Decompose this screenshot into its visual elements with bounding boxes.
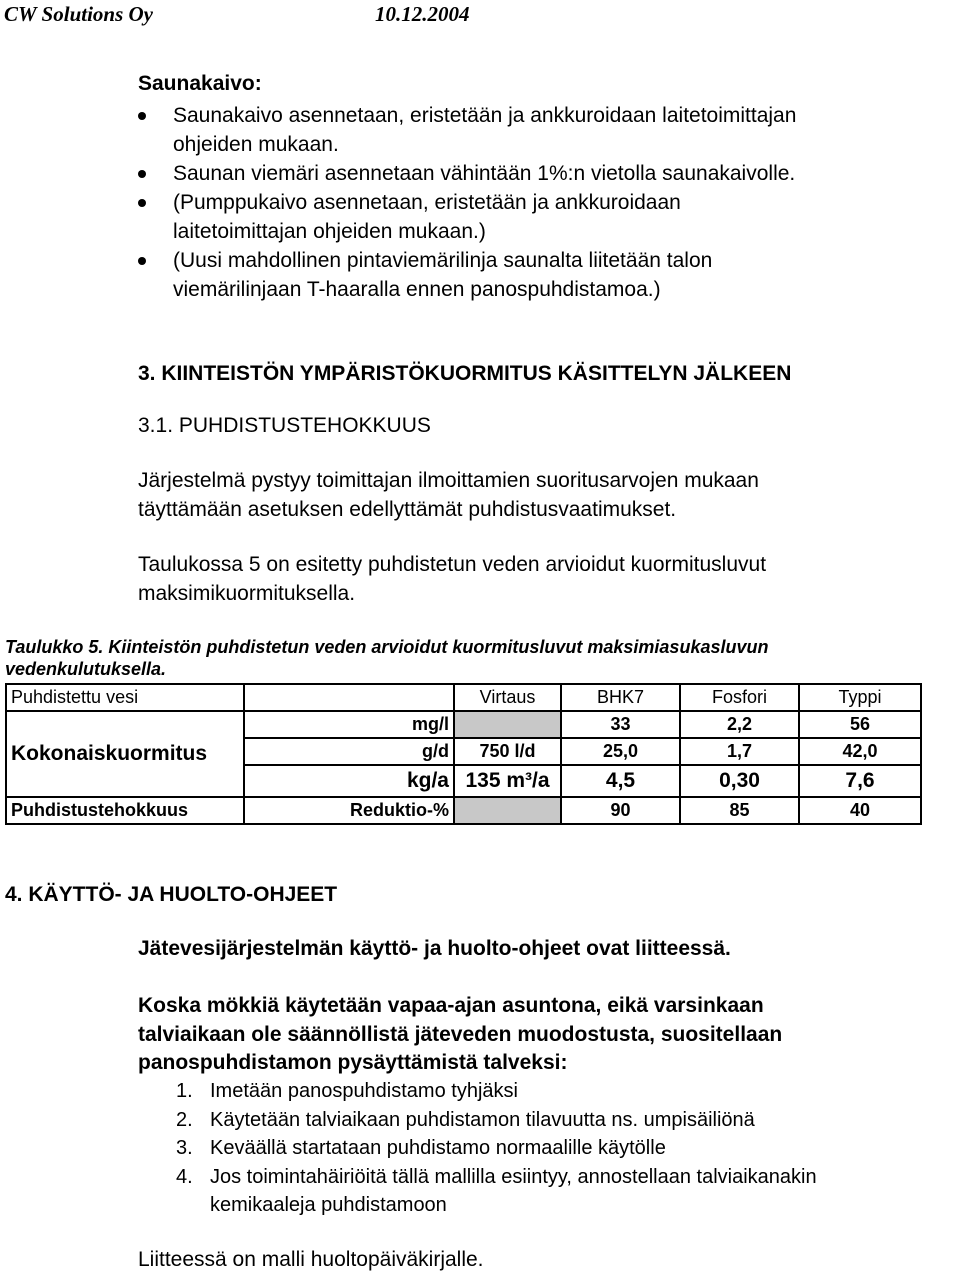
section-3-title: 3. KIINTEISTÖN YMPÄRISTÖKUORMITUS KÄSITTELYN JÄLKEEN xyxy=(138,362,792,385)
bold-note-1: Jätevesijärjestelmän käyttö- ja huolto-ohjeet ovat liitteessä. xyxy=(138,937,731,960)
unit-cell: Reduktio-% xyxy=(244,797,454,824)
nitrogen-cell: 42,0 xyxy=(799,738,921,765)
bullet-icon xyxy=(138,170,146,178)
nitrogen-cell: 56 xyxy=(799,711,921,738)
appendix-note: Liitteessä on malli huoltopäiväkirjalle. xyxy=(138,1248,484,1271)
unit-cell: kg/a xyxy=(244,765,454,797)
saunakaivo-title: Saunakaivo: xyxy=(138,72,262,95)
unit-cell: mg/l xyxy=(244,711,454,738)
list-item: 4. Jos toimintahäiriöitä tällä mallilla esiintyy, annostellaan talviaikanakin kemikaaleja puhdistamoon xyxy=(176,1165,817,1216)
list-item: 3. Keväällä startataan puhdistamo normaalille käytölle xyxy=(176,1137,666,1159)
company-name: CW Solutions Oy xyxy=(4,2,153,26)
phosphorus-cell: 0,30 xyxy=(680,765,799,797)
bullet-icon xyxy=(138,257,146,265)
bhk-cell: 4,5 xyxy=(561,765,680,797)
section-3-1-title: 3.1. PUHDISTUSTEHOKKUUS xyxy=(138,414,431,437)
flow-cell xyxy=(454,711,561,738)
list-item: Saunan viemäri asennetaan vähintään 1%:n vietolla saunakaivolle. xyxy=(100,159,920,188)
phosphorus-cell: 85 xyxy=(680,797,799,824)
phosphorus-cell: 1,7 xyxy=(680,738,799,765)
paragraph-2: Taulukossa 5 on esitetty puhdistetun veden arvioidut kuormitusluvut maksimikuormituksella. xyxy=(138,553,767,605)
table-row xyxy=(6,711,921,738)
page-header xyxy=(4,2,470,27)
kokonais-label: Kokonaiskuormitus xyxy=(6,711,244,797)
bhk-cell: 25,0 xyxy=(561,738,680,765)
list-item: (Pumppukaivo asennetaan, eristetään ja ankkuroidaan laitetoimittajan ohjeiden mukaan.) xyxy=(100,188,920,246)
bhk-cell: 90 xyxy=(561,797,680,824)
header-cell: BHK7 xyxy=(561,684,680,711)
unit-cell: g/d xyxy=(244,738,454,765)
saunakaivo-list xyxy=(100,101,920,304)
section-4-title: 4. KÄYTTÖ- JA HUOLTO-OHJEET xyxy=(5,883,338,906)
table-caption: Taulukko 5. Kiinteistön puhdistetun veden arvioidut kuormitusluvut maksimiasukasluvun vedenkulutuksella. xyxy=(5,637,769,679)
header-cell: Fosfori xyxy=(680,684,799,711)
bold-note-2: Koska mökkiä käytetään vapaa-ajan asuntona, eikä varsinkaan talviaikaan ole säännöllistä jäteveden muodostusta, suositellaan panospuhdistamon pysäyttämistä talveksi: xyxy=(138,994,783,1074)
list-item: Saunakaivo asennetaan, eristetään ja ankkuroidaan laitetoimittajan ohjeiden mukaan. xyxy=(100,101,920,159)
nitrogen-cell: 40 xyxy=(799,797,921,824)
paragraph-1: Järjestelmä pystyy toimittajan ilmoittamien suoritusarvojen mukaan täyttämään asetuksen edellyttämät puhdistusvaatimukset. xyxy=(138,469,759,521)
table-row xyxy=(6,797,921,824)
list-item: 1. Imetään panospuhdistamo tyhjäksi xyxy=(176,1080,518,1102)
winter-steps xyxy=(138,1077,817,1220)
bullet-icon xyxy=(138,112,146,120)
header-cell: Virtaus xyxy=(454,684,561,711)
flow-cell: 750 l/d xyxy=(454,738,561,765)
phosphorus-cell: 2,2 xyxy=(680,711,799,738)
nitrogen-cell: 7,6 xyxy=(799,765,921,797)
bullet-icon xyxy=(138,199,146,207)
efficiency-label: Puhdistustehokkuus xyxy=(6,797,244,824)
flow-cell xyxy=(454,797,561,824)
table-header-row xyxy=(6,684,921,711)
header-cell: Typpi xyxy=(799,684,921,711)
list-item: (Uusi mahdollinen pintaviemärilinja saunalta liitetään talon viemärilinjaan T-haaralla ennen panospuhdistamoa.) xyxy=(100,246,920,304)
header-cell xyxy=(244,684,454,711)
list-item: 2. Käytetään talviaikaan puhdistamon tilavuutta ns. umpisäiliönä xyxy=(176,1108,755,1131)
bhk-cell: 33 xyxy=(561,711,680,738)
header-date: 10.12.2004 xyxy=(375,2,470,26)
flow-cell: 135 m³/a xyxy=(454,765,561,797)
load-table xyxy=(5,683,922,825)
header-cell: Puhdistettu vesi xyxy=(6,684,244,711)
